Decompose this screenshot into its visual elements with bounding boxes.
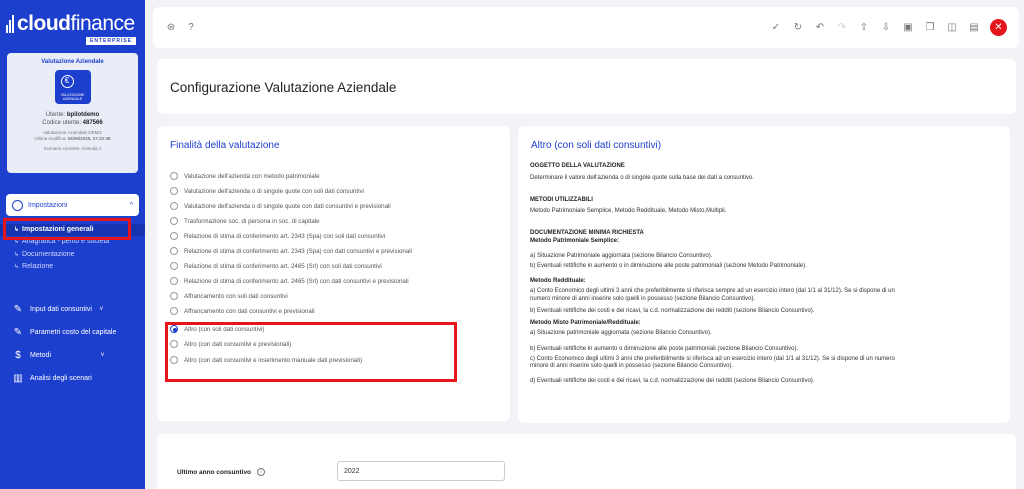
detail-text: Determinare il valore dell'azienda o di singole quote sulla base dei dati a consuntivo.: [530, 175, 754, 181]
sidebar-item-metodi[interactable]: [0, 346, 145, 364]
brand-logo[interactable]: [6, 8, 140, 44]
valuation-icon-caption: VALUTAZIONE AZIENDALE: [60, 93, 85, 101]
valuation-icon: € VALUTAZIONE AZIENDALE: [55, 70, 91, 104]
sub-arrow-icon: ↳: [14, 227, 20, 233]
detail-text: numero minore di anni inserire solo quelli in possesso (sezione Bilancio Consuntivo).: [530, 296, 756, 302]
detail-heading: OGGETTO DELLA VALUTAZIONE: [530, 163, 625, 169]
detail-text: a) Conto Economico degli ultimi 3 anni che preferibilmente si riferisca sempre ad un esercizio intero (dal 1/1 al 31/12). Se si dispone di un: [530, 288, 895, 294]
purpose-option[interactable]: [170, 276, 409, 286]
current-scenario: Scenario corrente: Azienda 1: [43, 146, 102, 151]
user-code-label: Codice utente:: [42, 120, 81, 126]
sidebar-subitem-documentazione[interactable]: [0, 249, 145, 261]
user-value: bpilotdemo: [66, 112, 100, 118]
close-icon[interactable]: ✕: [990, 19, 1007, 36]
detail-heading: Metodo Patrimoniale Semplice:: [530, 238, 620, 244]
user-code-value: 487566: [82, 120, 103, 126]
sidebar: [0, 0, 145, 489]
sidebar-item-input-dati-consuntivi[interactable]: [0, 300, 145, 318]
purpose-option[interactable]: [170, 306, 315, 316]
sidebar-subitem-label: Relazione: [22, 263, 54, 270]
purpose-option-label: Valutazione dell'azienda o di singole quote con soli dati consuntivi: [184, 187, 364, 195]
page-title: Configurazione Valutazione Aziendale: [170, 80, 397, 95]
page-title-panel: [157, 59, 1016, 114]
radio-icon[interactable]: [170, 247, 178, 255]
file-name: Valutazione Aziendale DEMO: [43, 130, 102, 135]
radio-icon[interactable]: [170, 172, 178, 180]
settings-panel: [157, 434, 1016, 489]
refresh-icon[interactable]: ↻: [793, 21, 803, 33]
radio-icon[interactable]: [170, 262, 178, 270]
sidebar-item-impostazioni[interactable]: [6, 194, 139, 216]
detail-text: d) Eventuali rettifiche dei costi e dei ricavi, la c.d. normalizzazione dei redditi (sezione Bilancio Consuntivo).: [530, 378, 815, 384]
redo-icon[interactable]: ↷: [837, 21, 847, 33]
sub-arrow-icon: ↳: [14, 239, 20, 245]
chevron-down-icon: v: [101, 352, 105, 358]
last-year-input[interactable]: [337, 461, 505, 481]
purpose-option-label: Relazione di stima di conferimento art. 2465 (Srl) con dati consuntivi e previsionali: [184, 277, 409, 285]
radio-icon[interactable]: [170, 232, 178, 240]
sub-arrow-icon: ↳: [14, 264, 20, 270]
sidebar-item-label: Input dati consuntivi: [30, 305, 92, 313]
support-icon[interactable]: ⊛: [166, 21, 176, 33]
purpose-option-label: Relazione di stima di conferimento art. 2465 (Srl) con soli dati consuntivi: [184, 262, 382, 270]
radio-icon[interactable]: [170, 340, 178, 348]
undo-icon[interactable]: ↶: [815, 21, 825, 33]
purpose-option[interactable]: [170, 261, 382, 271]
last-year-label: Ultimo anno consuntivo: [177, 468, 252, 476]
sidebar-subitem-relazione[interactable]: [0, 261, 145, 273]
purpose-option-label: Affrancamento con soli dati consuntivi: [184, 292, 288, 300]
radio-icon[interactable]: [170, 187, 178, 195]
sidebar-subitem-label: Anagrafica - perito e società: [22, 238, 110, 245]
radio-icon[interactable]: [170, 356, 178, 364]
purpose-option[interactable]: [170, 231, 385, 241]
brand-name-light: finance: [70, 12, 135, 35]
purpose-option[interactable]: [170, 324, 264, 334]
chevron-down-icon: v: [99, 306, 103, 312]
layout-icon[interactable]: ▤: [969, 21, 979, 33]
radio-icon[interactable]: [170, 202, 178, 210]
download-icon[interactable]: ⇩: [881, 21, 891, 33]
help-icon[interactable]: ?: [188, 21, 194, 33]
purpose-option-label: Trasformazione soc. di persona in soc. di capitale: [184, 217, 320, 225]
gear-icon: [12, 200, 23, 211]
sidebar-subitem-anagrafica[interactable]: [0, 236, 145, 248]
purpose-option[interactable]: [170, 339, 291, 349]
detail-panel: [518, 126, 1010, 423]
last-modified-value: 04/06/2025, 17:22:36: [67, 136, 111, 141]
purpose-option[interactable]: [170, 246, 412, 256]
purpose-option[interactable]: [170, 216, 320, 226]
info-icon[interactable]: i: [257, 468, 265, 476]
purpose-option[interactable]: [170, 355, 362, 365]
sidebar-item-analisi-scenari[interactable]: [0, 369, 145, 387]
detail-heading: METODI UTILIZZABILI: [530, 197, 593, 203]
detail-text: b) Eventuali rettifiche in aumento o diminuzione alle poste patrimoniali (sezione Bilancio Consuntivo).: [530, 346, 799, 352]
purpose-option-label: Valutazione dell'azienda o di singole quote con dati consuntivi e previsionali: [184, 202, 391, 210]
save-icon[interactable]: ▣: [903, 21, 913, 33]
chevron-up-icon: ^: [129, 201, 133, 209]
last-modified-label: Ultima modifica:: [34, 136, 67, 141]
radio-icon[interactable]: [170, 307, 178, 315]
sidebar-subitem-impostazioni-generali[interactable]: [0, 224, 145, 236]
sidebar-item-label: Metodi: [30, 351, 52, 359]
check-icon[interactable]: ✓: [771, 21, 781, 33]
radio-icon[interactable]: [170, 277, 178, 285]
detail-text: b) Eventuali rettifiche in aumento o in diminuzione alle poste patrimoniali (sezione Metodo Patrimoniale).: [530, 263, 807, 269]
brand-edition: ENTERPRISE: [86, 37, 136, 45]
purpose-option-label: Valutazione dell'azienda con metodo patrimoniale: [184, 172, 320, 180]
sidebar-item-label: Analisi degli scenari: [30, 374, 92, 382]
radio-selected-icon[interactable]: [170, 325, 178, 333]
purpose-option[interactable]: [170, 291, 288, 301]
detail-title: Altro (con soli dati consuntivi): [531, 140, 662, 151]
purpose-title: Finalità della valutazione: [170, 140, 280, 151]
edit-icon: ✎: [13, 303, 23, 315]
detail-heading: Metodo Reddituale:: [530, 278, 586, 284]
user-label: Utente:: [45, 112, 66, 118]
copy-icon[interactable]: ❐: [925, 21, 935, 33]
edit-icon: ✎: [13, 326, 23, 338]
detail-text: c) Conto Economico degli ultimi 3 anni che preferibilmente si riferisca ad un esercizio intero (dal 1/1 al 31/12). Se si dispone di un numero: [530, 356, 895, 362]
detail-text: minore di anni inserire solo quelli in possesso (sezione Bilancio Consuntivo).: [530, 363, 734, 369]
detail-heading: DOCUMENTAZIONE MINIMA RICHIESTA: [530, 230, 644, 236]
purpose-option-label: Relazione di stima di conferimento art. 2343 (Spa) con dati consuntivi e previsionali: [184, 247, 413, 255]
detail-text: b) Eventuali rettifiche dei costi e dei ricavi, la c.d. normalizzazione dei redditi (sezione Bilancio Consuntivo).: [530, 308, 815, 314]
purpose-option[interactable]: [170, 201, 391, 211]
sidebar-subitem-label: Documentazione: [22, 251, 75, 258]
top-toolbar: [153, 7, 1019, 48]
dollar-icon: $: [15, 349, 21, 361]
sidebar-item-label: Parametri costo del capitale: [30, 328, 117, 336]
brand-name-bold: cloud: [17, 12, 71, 35]
purpose-panel: [157, 126, 510, 421]
detail-text: a) Situazione patrimoniale aggiornata (sezione Bilancio Consuntivo).: [530, 330, 712, 336]
purpose-option-label: Altro (con soli dati consuntivi): [184, 325, 265, 333]
radio-icon[interactable]: [170, 292, 178, 300]
sidebar-subitem-label: Impostazioni generali: [22, 226, 94, 233]
upload-icon[interactable]: ⇧: [859, 21, 869, 33]
logo-bars-icon: [6, 15, 14, 33]
sub-arrow-icon: ↳: [14, 252, 20, 258]
purpose-option[interactable]: [170, 171, 320, 181]
detail-heading: Metodo Misto Patrimoniale/Reddituale:: [530, 320, 641, 326]
sidebar-item-label: Impostazioni: [28, 201, 68, 209]
columns-icon: ▥: [13, 372, 23, 384]
columns-view-icon[interactable]: ◫: [947, 21, 957, 33]
detail-text: Metodo Patrimoniale Semplice, Metodo Reddituale, Metodo Misto,Multipli.: [530, 208, 727, 214]
detail-text: a) Situazione Patrimoniale aggiornata (sezione Bilancio Consuntivo).: [530, 253, 713, 259]
card-title: Valutazione Aziendale: [41, 59, 104, 65]
project-card: [7, 53, 138, 173]
purpose-option-label: Altro (con dati consuntivi e inserimento manuale dati previsionali): [184, 356, 363, 364]
purpose-option-label: Relazione di stima di conferimento art. 2343 (Spa) con soli dati consuntivi: [184, 232, 386, 240]
sidebar-item-parametri-costo-capitale[interactable]: [0, 323, 145, 341]
purpose-option-label: Altro (con dati consuntivi e previsionali): [184, 340, 292, 348]
radio-icon[interactable]: [170, 217, 178, 225]
purpose-option-label: Affrancamento con dati consuntivi e previsionali: [184, 307, 315, 315]
purpose-option[interactable]: [170, 186, 364, 196]
